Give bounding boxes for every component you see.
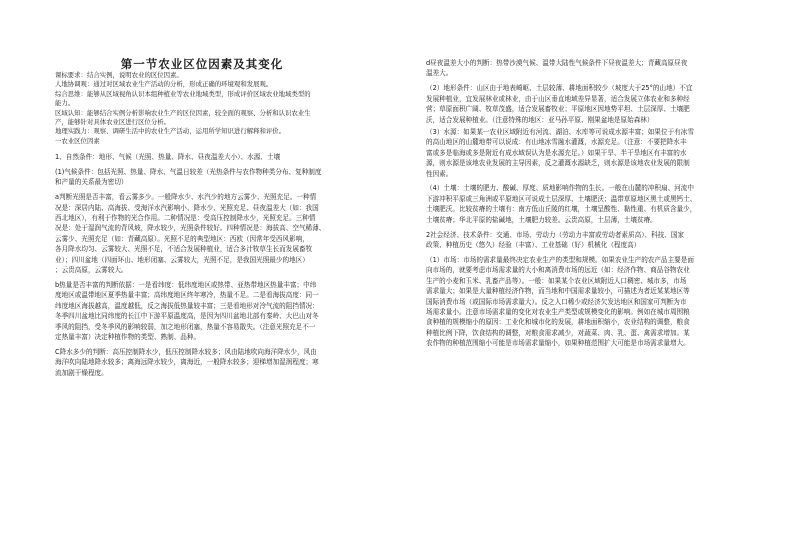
terrain-line: 发展种植业，宜发展林业或林业，由于山区垂直地域差异显著，适合发展立体农业和多种经 xyxy=(426,94,690,103)
water-line: （3）水源：如果某一农业区域附近有河流、湖泊、水库等可说成水源丰富；如果位于有冰雪 xyxy=(426,127,694,136)
light-line: 各月降水均匀、云雾较大、光照不足，不适合发展种植业，适合多汁牧草生长而发展畜牧 xyxy=(55,245,313,254)
temp-range-line: d昼夜温差大小的判断：热带沙漠气候、温带大陆性气候条件下昼夜温差大；青藏高原昼夜 xyxy=(426,59,688,67)
light-line: ；云贵高原，云雾较大。 xyxy=(55,266,128,275)
light-line: 业）；四川盆地（四面环山、地形闭塞、云雾较大，光照不足，是我国光照最少的地区） xyxy=(55,255,309,264)
precip-line: C降水多少的判断：高压控制降水少，低压控制降水较多；风由陆地吹向海洋降水少，风由 xyxy=(55,347,317,356)
market-line: 食种植的规模缩小的原因：工业化和城市化的发展，耕地面积缩小，农业结构的调整，粮食 xyxy=(426,318,690,327)
heat-line: b热量是否丰富的判断依据：一是看纬度：低纬度地区或热带、亚热带地区热量丰富；中纬 xyxy=(55,280,317,289)
light-line: 况是：深居内陆、高海拔、受海洋水汽影响小、降水少、光照充足、昼夜温差大（如：我国 xyxy=(55,203,319,212)
header-line: 综合思维：能够从区域视角认识本组种植业等农业地域类型，形成评价区域农业地域类型的 xyxy=(55,89,311,98)
light-line: 云雾少、光照充足（如：青藏高原）。光照不足的典型地区：西欧（因常年受西风影响， xyxy=(55,234,309,243)
market-line: 向市场的，就要考虑市场需求量的大小和离消费市场的远近（如：经济作物、商品谷物农业 xyxy=(426,266,690,275)
terrain-line: （2）地形条件：山区由于地表崎岖、土层较薄、耕地面积较少（坡度大于25°的山地）不宜 xyxy=(426,84,693,93)
header-line: 区域认知：能够结合实例分析影响农业生产的区位因素，较全面的观察、分析和认识农业生 xyxy=(55,108,311,117)
header-line: 产，能够针对具体农业区进行区位分析。 xyxy=(55,118,171,127)
header-block xyxy=(55,71,385,146)
soil-line: 土壤肥沃。比较贫瘠的土壤有：南方低山丘陵的红壤，土壤呈酸性、黏性重、有机质含量少， xyxy=(426,205,697,214)
header-line: 地理实践力：观察、调研生活中的农业生产活动，运用所学知识进行解释和评价。 xyxy=(55,127,286,136)
precip-line: 海洋吹向陆地降水较多；离海远降水较少，离海近，一般降水较多；迎梯增加湿润程度；寒 xyxy=(55,358,319,367)
light-line: a判断光照是否丰富，看云雾多少。一般降水少、水汽少的地方云雾少、光照充足。一种情 xyxy=(55,193,317,202)
heat-line: 纬度地区海拔越高，温度越低，反之海拔低热量较丰富；三是看地形对冷气流的阻挡情况： xyxy=(55,301,319,310)
social-line: 2社会经济、技术条件：交通、市场、劳动力（劳动力丰富或劳动者素质高）、科技、国家 xyxy=(426,230,685,239)
water-line: 富或多是临海或多是附近有成水域误认为是水源充足。）如果干旱、半干旱地区有丰富的水 xyxy=(426,148,687,157)
right-text-block xyxy=(426,58,788,349)
climate-line: 和产量的关系最为密切） xyxy=(55,178,128,187)
header-line: 能力。 xyxy=(55,99,75,108)
water-line: 源，则水源是该地农业发展的主导因素，反之灌溉水源缺乏，则水源是该地农业发展的限制 xyxy=(426,159,690,168)
soil-line: （4）土壤：土壤的肥力、酸碱、厚度、质地影响作物的生长。一般在山麓的冲积扇、河流中 xyxy=(426,184,694,193)
header-line: 人地协调观：通过对区域农业生产活动的分析，形成正确的环境观和发展观。 xyxy=(55,80,273,89)
heat-line: 度地区或温带地区夏季热量丰富；高纬度地区终年寒冷，热量不足。二是看海拔高度：同一 xyxy=(55,291,319,300)
market-line: 农作物的种植范围缩小可能是市场需求量缩小，如果种植范围扩大可能是市场需求量增大。 xyxy=(426,339,690,348)
natural-conditions-block xyxy=(55,152,395,378)
soil-line: 土壤贫瘠；华北平原的盐碱地，土壤肥力较差。云贵高原，土层薄，土壤贫瘠。 xyxy=(426,215,657,224)
market-line: 场需求量小。注意市场需求量的变化对农业生产类型或规模变化的影响。例如在城市周围粮 xyxy=(426,307,690,316)
market-line: 国际消费市场（或国际市场需求量大）。反之人口稀少或经济欠发达地区和国家可判断为市 xyxy=(426,297,687,306)
social-line: 政策、种植历史（悠久）经验（丰富）、工业基础（好）机械化（程度高） xyxy=(426,241,641,249)
soil-line: 下游冲积平原或三角洲或平原地区可说成土层深厚、土壤肥沃；温带草原地区黑土或黑钙土、 xyxy=(426,194,697,203)
water-line: 性因素。 xyxy=(426,169,453,178)
water-line: 的高山地区的山麓地带可以说成：有山地冰雪融水灌溉，水源充足。（注意：不要把降水丰 xyxy=(426,138,687,147)
precip-line: 流加剧干燥程度。 xyxy=(55,368,108,377)
section-heading: 1、自然条件：地形、气候（光照、热量、降水、昼夜温差大小）、水源、土壤 xyxy=(55,153,281,161)
heat-line: 冬季四川盆地比同纬度的长江中下游平原温度高，是因为四川盆地北部有秦岭、大巴山对冬 xyxy=(55,312,319,321)
market-line: 种植比例下降，饮食结构的调整，对粮食需求减少，对蔬菜、肉、乳、蛋、禽需求增加。某 xyxy=(426,328,690,337)
page-title: 第一节农业区位因素及其变化 xyxy=(120,57,284,71)
climate-line: (1)气候条件：包括光照、热量、降水、气温日较差（光热条件与农作物种类分布、复种制度 xyxy=(55,167,322,176)
light-line: 况是：处于湿润气流的背风坡，降水较少，光照条件较好。四种情况是：海拔高、空气稀薄、 xyxy=(55,224,326,233)
terrain-line: 营；草原面积广阔、牧草茂盛，适合发展畜牧业；平原地区因地势平坦、土层深厚、土壤肥 xyxy=(426,105,690,114)
heat-line: 定热量丰富）决定种植作物的类型、熟制、品种。 xyxy=(55,333,201,341)
heat-line: 季风的阻挡，受冬季风的影响较弱，加之地形闭塞，热量不容易散失。（注意光照充足不一 xyxy=(55,322,316,331)
market-line: （1）市场：市场的需求量最终决定农业生产的类型和规模。如果农业生产的农产品主要是面 xyxy=(426,255,694,264)
market-line: 需求量大；如果是大量种植经济作物，而当地和中国需求量较小，可描述为者近某某地区等 xyxy=(426,287,690,296)
header-line: 一农业区位因素 xyxy=(55,136,100,145)
market-line: 生产的小麦和玉米、乳畜产品等）。一般：如果某个农业区域附近人口稠密、城市多，市场 xyxy=(426,276,687,285)
header-line: 课标要求：结合实例，说明农业的区位因素。 xyxy=(55,71,183,79)
terrain-line: 沃，适合发展种植业。（注意特殊的地区：亚马孙平原、刚果盆地是原始森林） xyxy=(426,115,654,124)
temp-range-line: 温差大。 xyxy=(426,69,453,78)
light-line: 西北地区），有利于作物的光合作用。二种情况是：受高压控制降水少，光照充足。三种情 xyxy=(55,214,316,223)
